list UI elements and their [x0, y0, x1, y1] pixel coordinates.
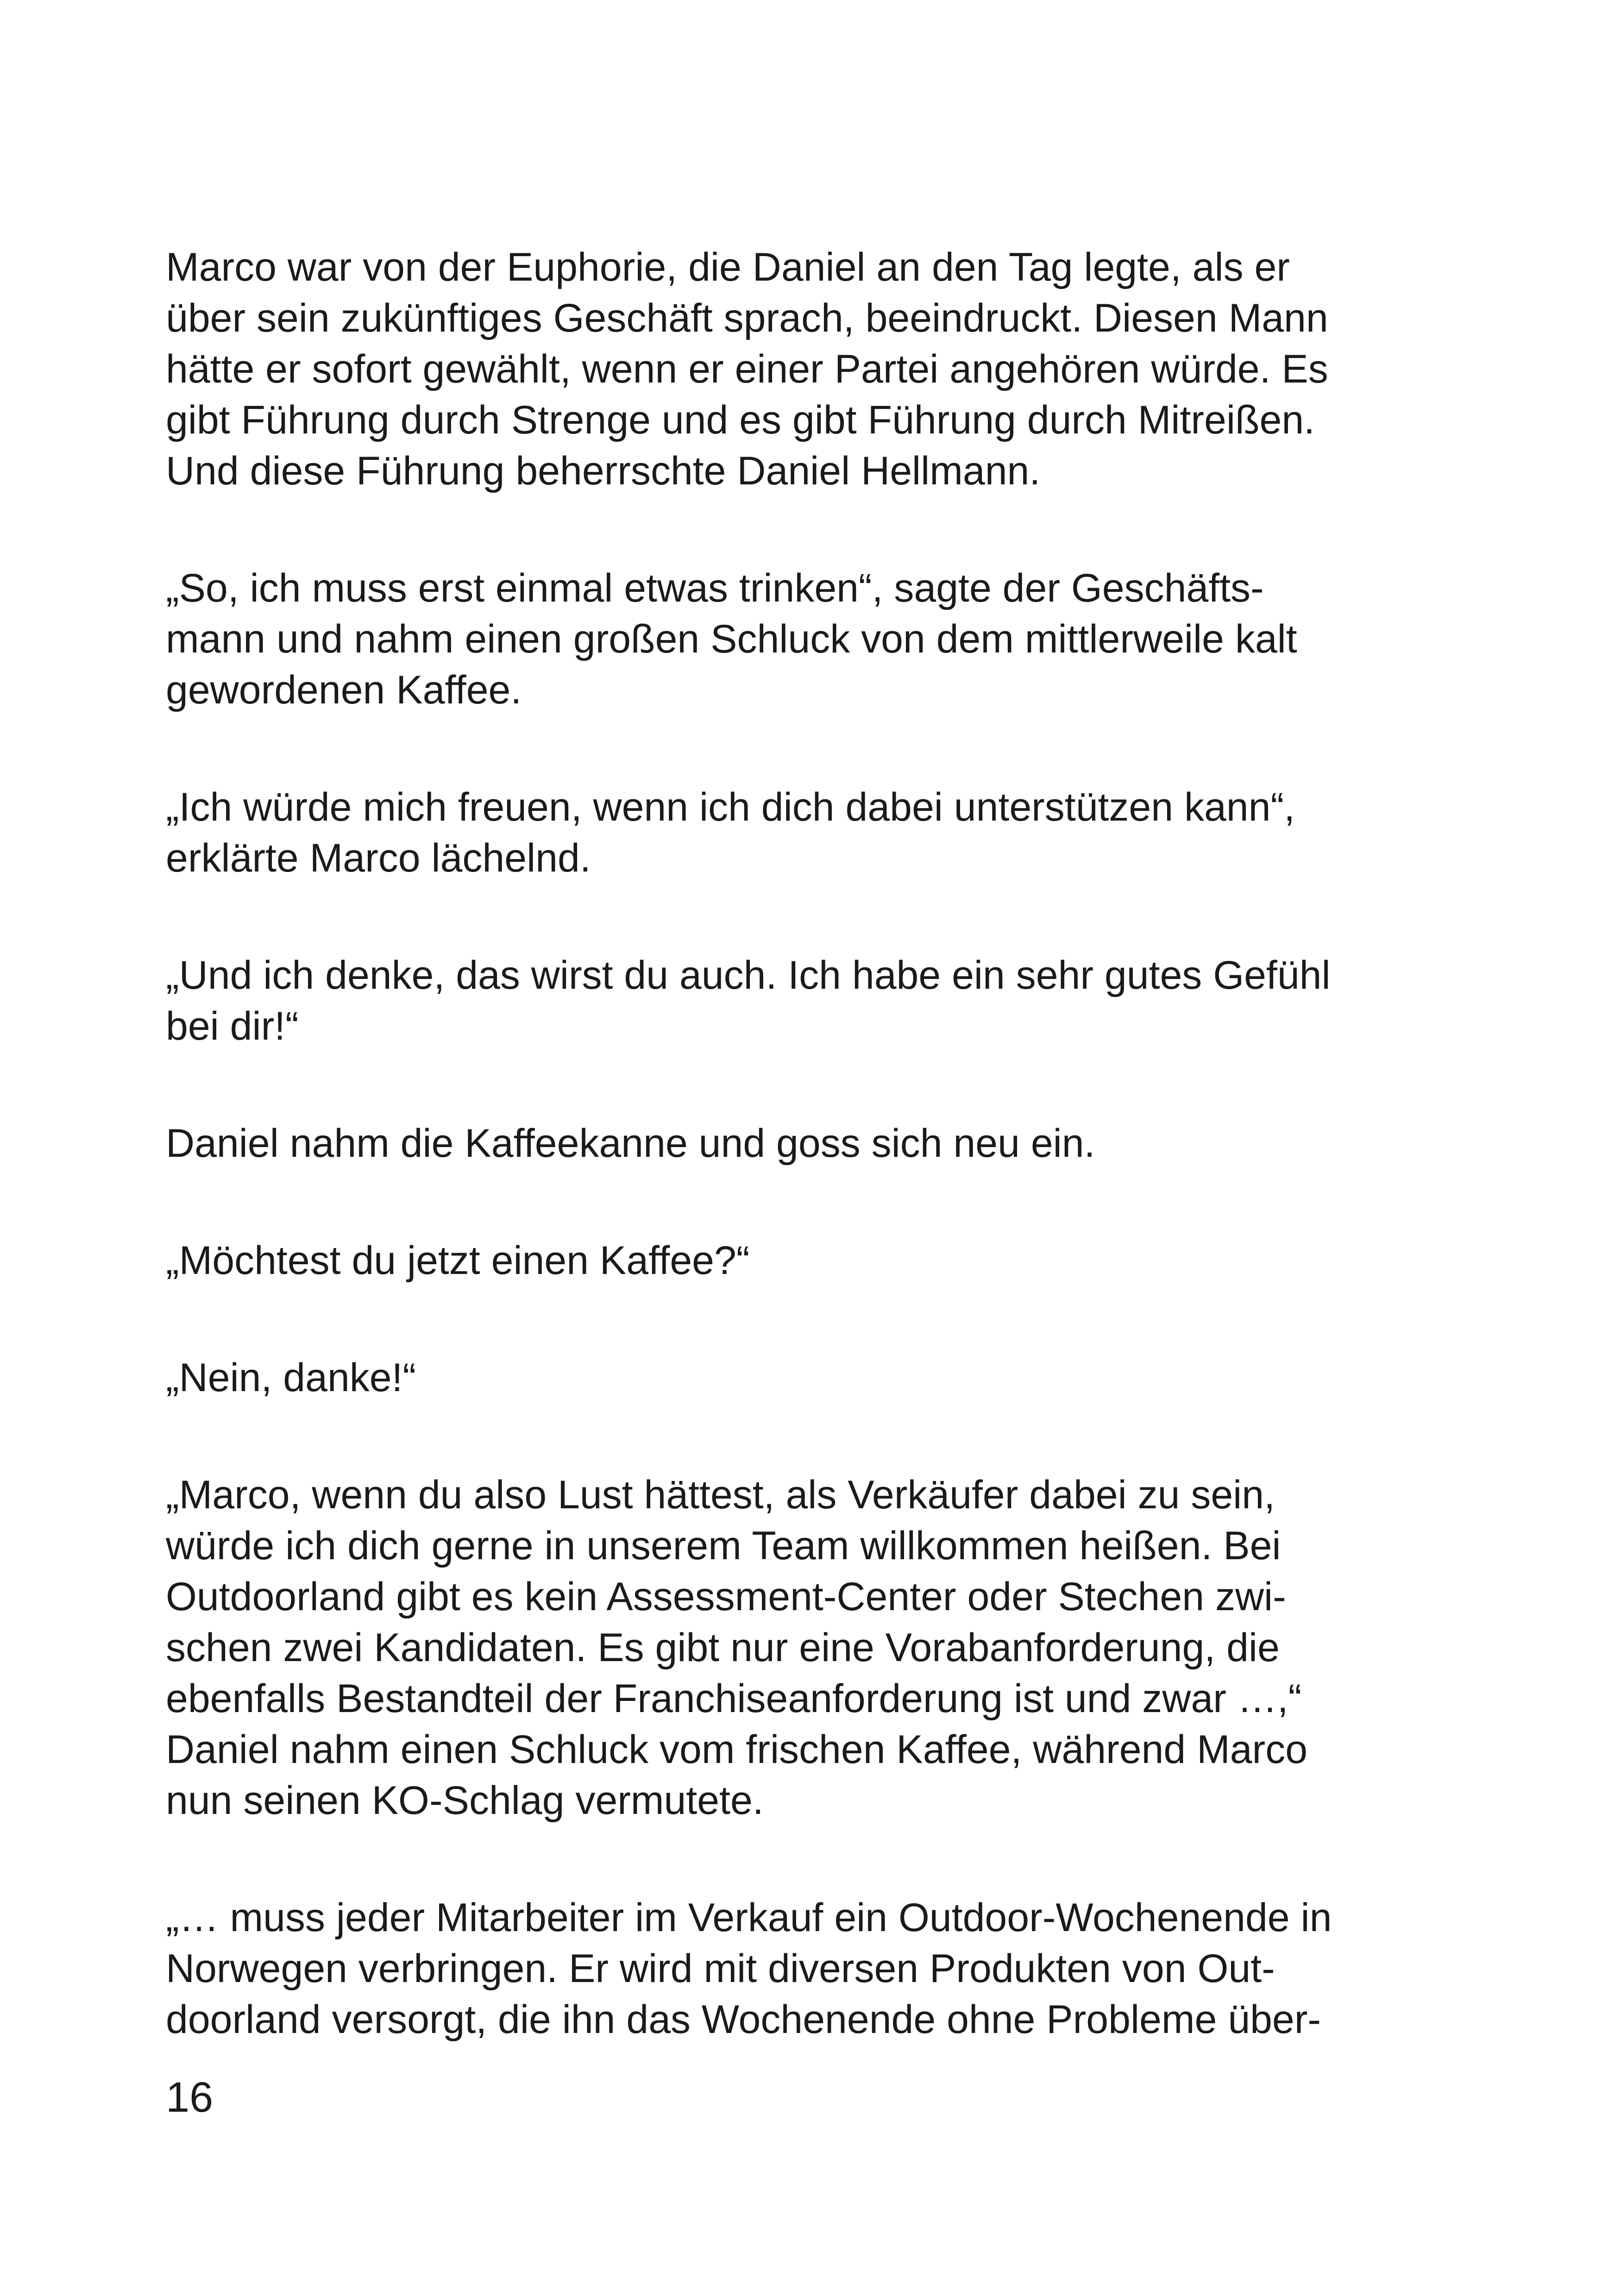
text-line: Daniel nahm die Kaffeekanne und goss sich neu ein. [166, 1121, 1095, 1166]
text-line: über sein zukünftiges Geschäft sprach, beeindruckt. Diesen Mann [166, 296, 1328, 340]
text-line: schen zwei Kandidaten. Es gibt nur eine Vorabanforderung, die [166, 1625, 1280, 1670]
text-line: Outdoorland gibt es kein Assessment-Center oder Stechen zwi- [166, 1575, 1286, 1619]
text-line: doorland versorgt, die ihn das Wochenende ohne Probleme über- [166, 1997, 1321, 2042]
text-line: Marco war von der Euphorie, die Daniel an den Tag legte, als er [166, 245, 1290, 289]
text-line: Und diese Führung beherrschte Daniel Hellmann. [166, 449, 1041, 493]
text-line: „Marco, wenn du also Lust hättest, als Verkäufer dabei zu sein, [166, 1473, 1275, 1517]
text-line: gibt Führung durch Strenge und es gibt Führung durch Mitreißen. [166, 398, 1315, 442]
text-line: mann und nahm einen großen Schluck von dem mittlerweile kalt [166, 617, 1297, 661]
text-line: bei dir!“ [166, 1004, 299, 1048]
text-line: ebenfalls Bestandteil der Franchiseanforderung ist und zwar …,“ [166, 1676, 1302, 1721]
text-line: „… muss jeder Mitarbeiter im Verkauf ein Outdoor-Wochenende in [166, 1895, 1332, 1940]
text-line: erklärte Marco lächelnd. [166, 836, 591, 880]
body-text [166, 242, 1453, 2045]
text-line: „Möchtest du jetzt einen Kaffee?“ [166, 1238, 750, 1283]
paragraph-4 [166, 950, 1453, 1052]
paragraph-8 [166, 1469, 1453, 1826]
paragraph-2 [166, 563, 1453, 715]
paragraph-5 [166, 1118, 1453, 1169]
text-line: „Nein, danke!“ [166, 1355, 416, 1400]
text-line: gewordenen Kaffee. [166, 668, 522, 712]
text-line: „Und ich denke, das wirst du auch. Ich habe ein sehr gutes Gefühl [166, 953, 1331, 997]
paragraph-9 [166, 1892, 1453, 2045]
text-line: „So, ich muss erst einmal etwas trinken“, sagte der Geschäfts- [166, 566, 1264, 610]
paragraph-3 [166, 782, 1453, 884]
text-line: „Ich würde mich freuen, wenn ich dich dabei unterstützen kann“, [166, 785, 1295, 829]
text-line: Norwegen verbringen. Er wird mit diversen Produkten von Out- [166, 1946, 1275, 1991]
text-line: nun seinen KO-Schlag vermutete. [166, 1778, 764, 1823]
paragraph-1 [166, 242, 1453, 496]
text-line: hätte er sofort gewählt, wenn er einer Partei angehören würde. Es [166, 347, 1328, 391]
text-line: Daniel nahm einen Schluck vom frischen Kaffee, während Marco [166, 1727, 1308, 1772]
page-number: 16 [166, 2074, 214, 2121]
text-line: würde ich dich gerne in unserem Team willkommen heißen. Bei [166, 1524, 1281, 1568]
paragraph-6 [166, 1235, 1453, 1286]
paragraph-7 [166, 1352, 1453, 1403]
